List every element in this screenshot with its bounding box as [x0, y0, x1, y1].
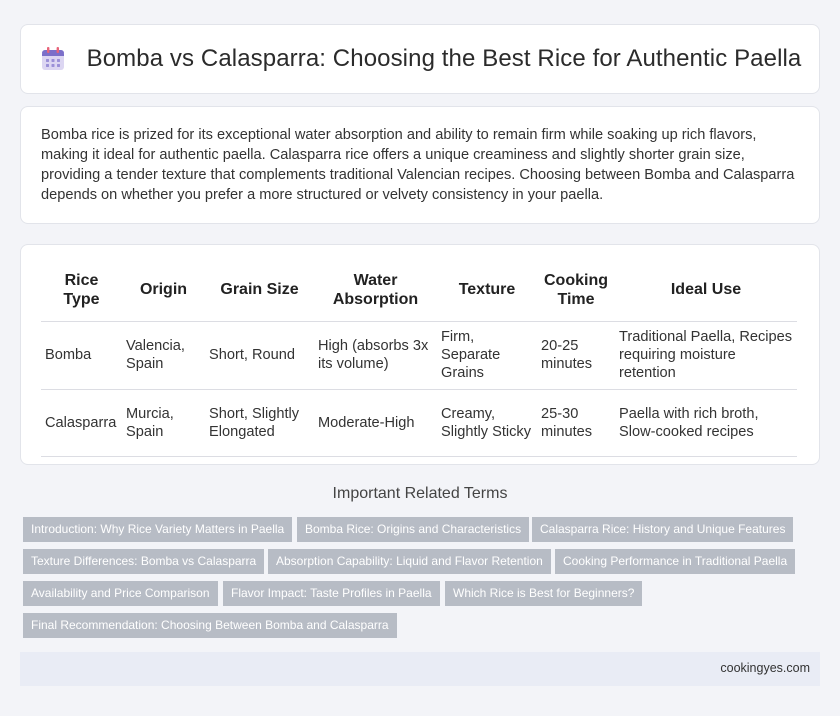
table-cell: Paella with rich broth, Slow-cooked recipes — [615, 389, 797, 456]
comparison-table-card — [20, 244, 820, 465]
table-header: Texture — [437, 259, 537, 321]
intro-card — [20, 106, 820, 224]
table-header: Water Absorption — [314, 259, 437, 321]
table-cell: Firm, Separate Grains — [437, 321, 537, 389]
table-cell: Creamy, Slightly Sticky — [437, 389, 537, 456]
page-title: Bomba vs Calasparra: Choosing the Best Rice for Authentic Paella — [86, 45, 802, 72]
table-header: Origin — [122, 259, 205, 321]
related-term-tag[interactable]: Absorption Capability: Liquid and Flavor Retention — [268, 549, 551, 574]
related-term-tag[interactable]: Which Rice is Best for Beginners? — [445, 581, 642, 606]
footer-site-link[interactable]: cookingyes.com — [720, 661, 810, 675]
related-term-tag[interactable]: Calasparra Rice: History and Unique Features — [532, 517, 793, 542]
footer — [20, 652, 820, 686]
calendar-icon — [39, 45, 67, 73]
table-header-row — [41, 259, 797, 321]
comparison-table — [41, 259, 797, 457]
table-cell: Bomba — [41, 321, 122, 389]
table-cell: Short, Slightly Elongated — [205, 389, 314, 456]
table-cell: Short, Round — [205, 321, 314, 389]
table-row — [41, 389, 797, 456]
related-term-tag[interactable]: Final Recommendation: Choosing Between Bomba and Calasparra — [23, 613, 397, 638]
table-header: Cooking Time — [537, 259, 615, 321]
related-term-tag[interactable]: Bomba Rice: Origins and Characteristics — [297, 517, 529, 542]
table-cell: 20-25 minutes — [537, 321, 615, 389]
table-cell: Traditional Paella, Recipes requiring moisture retention — [615, 321, 797, 389]
related-term-tag[interactable]: Cooking Performance in Traditional Paella — [555, 549, 795, 574]
table-cell: Calasparra — [41, 389, 122, 456]
table-header: Grain Size — [205, 259, 314, 321]
table-cell: High (absorbs 3x its volume) — [314, 321, 437, 389]
table-cell: Valencia, Spain — [122, 321, 205, 389]
table-header: Ideal Use — [615, 259, 797, 321]
related-terms-title: Important Related Terms — [332, 485, 508, 502]
table-cell: Murcia, Spain — [122, 389, 205, 456]
table-header: Rice Type — [41, 259, 122, 321]
related-term-tag[interactable]: Texture Differences: Bomba vs Calasparra — [23, 549, 264, 574]
related-term-tag[interactable]: Introduction: Why Rice Variety Matters in Paella — [23, 517, 292, 542]
table-cell: 25-30 minutes — [537, 389, 615, 456]
related-term-tag[interactable]: Flavor Impact: Taste Profiles in Paella — [223, 581, 440, 606]
related-term-tag[interactable]: Availability and Price Comparison — [23, 581, 218, 606]
table-cell: Moderate-High — [314, 389, 437, 456]
intro-text: Bomba rice is prized for its exceptional water absorption and ability to remain firm while soaking up rich flavors, making it ideal for authentic paella. Calasparra rice offers a unique creaminess and slightly shorter grain size, providing a tender texture that complements traditional Valencian recipes. Choosing between Bomba and Calasparra depends on whether you prefer a more structured or velvety consistency in your paella. — [41, 127, 795, 203]
header-card — [20, 24, 820, 94]
table-row — [41, 321, 797, 389]
